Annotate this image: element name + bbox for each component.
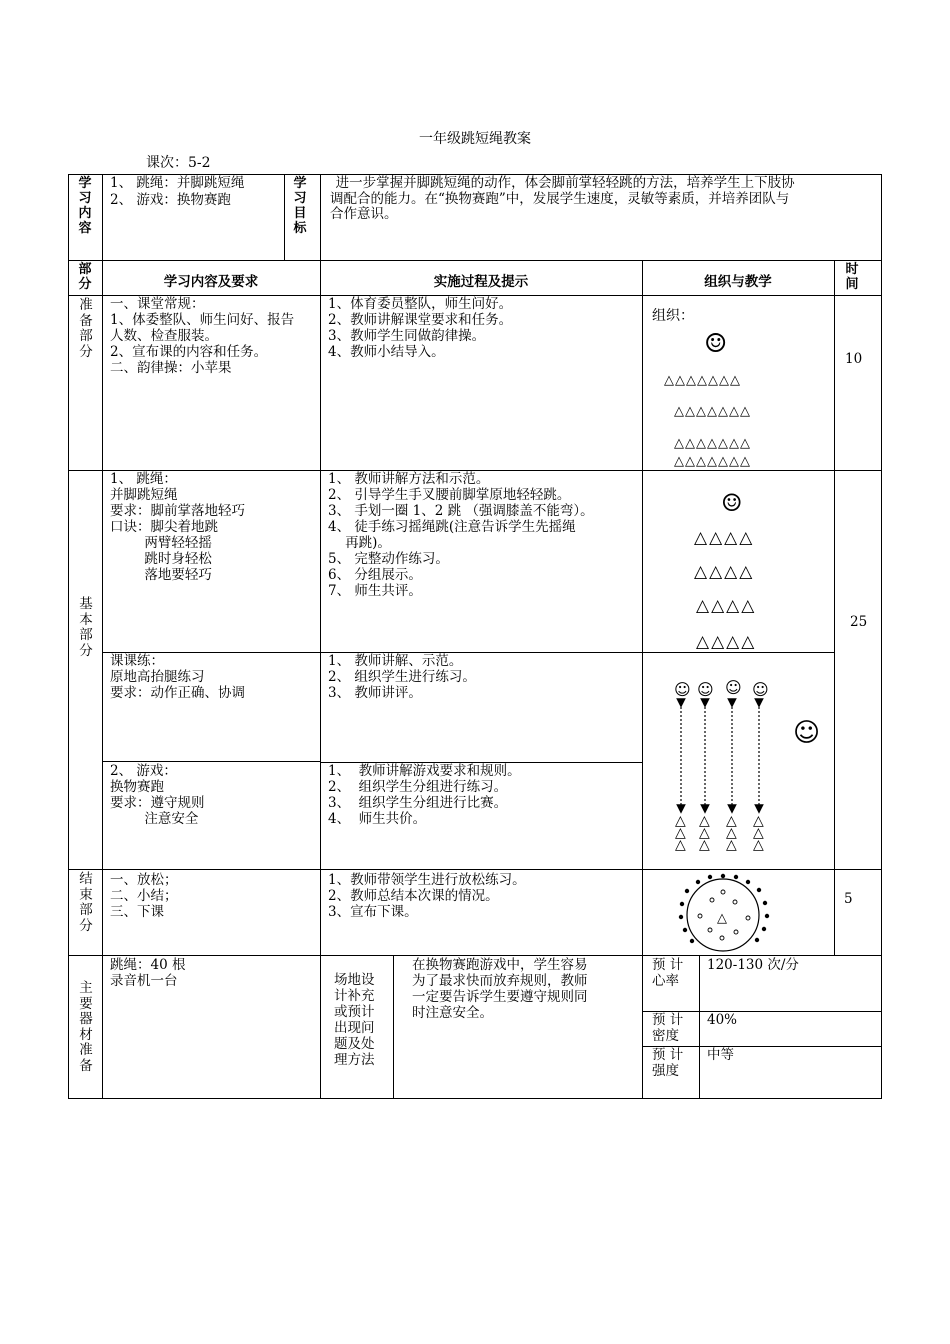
basic-label: 基 本 部 分 (79, 596, 93, 659)
goal-label: 学 习 目 标 (293, 176, 307, 236)
svg-text:△: △ (726, 825, 737, 841)
prep-process-2: 2、教师讲解课堂要求和任务。 (328, 312, 513, 328)
svg-text:△: △ (753, 825, 764, 841)
basic1-process-6: 5、 完整动作练习。 (328, 551, 449, 567)
content-line-2: 2、 游戏：换物赛跑 (110, 192, 231, 208)
basic-time: 25 (850, 614, 868, 630)
svg-text:△: △ (726, 813, 737, 829)
svg-text:△: △ (699, 837, 710, 853)
basic1-process-3: 3、 手划一圈 1、2 跳 （强调膝盖不能弯）。 (328, 503, 594, 519)
basic3-content-4: 注意安全 (110, 811, 199, 827)
basic1-process-7: 6、 分组展示。 (328, 567, 422, 583)
relay-race-diagram (643, 653, 834, 869)
basic1-content-7: 落地要轻巧 (110, 567, 212, 583)
end-process-3: 3、宣布下课。 (328, 904, 418, 920)
basic1-process-5: 再跳)。 (328, 535, 391, 551)
basic1-process-2: 2、 引导学生手叉腰前脚掌原地轻轻跳。 (328, 487, 571, 503)
cooldown-circle-diagram (670, 872, 780, 954)
teacher-smiley-icon: ☺ (704, 329, 728, 359)
end-content-2: 二、小结； (110, 888, 178, 904)
page-title: 一年级跳短绳教案 (419, 131, 531, 147)
heart-rate-value: 120-130 次/分 (707, 957, 799, 973)
basic1-content-6: 跳时身轻松 (110, 551, 212, 567)
basic3-content-1: 2、 游戏： (110, 763, 177, 779)
basic1-process-8: 7、 师生共评。 (328, 583, 422, 599)
svg-text:△: △ (717, 911, 727, 926)
plan-label-1: 场地设 (334, 972, 375, 988)
basic-triangle-row: △△△△ (696, 596, 757, 616)
density-label-1: 预 计 (652, 1012, 684, 1028)
svg-text:△: △ (726, 837, 737, 853)
prep-content-2: 1、体委整队、师生问好、报告 (110, 312, 295, 328)
prep-content-5: 二、韵律操：小苹果 (110, 360, 232, 376)
basic1-content-2: 并脚跳短绳 (110, 487, 178, 503)
plan-label-3: 或预计 (334, 1004, 375, 1020)
prep-triangle-row: △△△△△△△ (664, 373, 741, 388)
plan-label-4: 出现问 (334, 1020, 375, 1036)
svg-text:△: △ (699, 813, 710, 829)
content-label: 学 习 内 容 (78, 176, 92, 236)
header-process: 实施过程及提示 (433, 274, 529, 290)
svg-text:☺: ☺ (752, 680, 769, 699)
plan-text-2: 为了最求快而放弃规则，教师 (412, 973, 588, 989)
heart-rate-label-1: 预 计 (652, 957, 684, 973)
basic2-content-3: 要求：动作正确、协调 (110, 685, 245, 701)
goal-line-1: 进一步掌握并脚跳短绳的动作，体会脚前掌轻轻跳的方法，培养学生上下肢协 (327, 175, 795, 191)
basic3-process-4: 4、 师生共价。 (328, 811, 427, 827)
svg-text:△: △ (753, 837, 764, 853)
intensity-label-1: 预 计 (652, 1047, 684, 1063)
plan-text-1: 在换物赛跑游戏中，学生容易 (412, 957, 588, 973)
equipment-1: 跳绳：40 根 (110, 957, 186, 973)
basic-triangle-row: △△△△ (696, 632, 757, 652)
content-line-1: 1、 跳绳：并脚跳短绳 (110, 175, 245, 191)
plan-text-3: 一定要告诉学生要遵守规则同 (412, 989, 588, 1005)
basic1-content-3: 要求：脚前掌落地轻巧 (110, 503, 245, 519)
basic3-process-1: 1、 教师讲解游戏要求和规则。 (328, 763, 521, 779)
svg-text:△: △ (675, 837, 686, 853)
plan-label-2: 计补充 (334, 988, 375, 1004)
prep-org-label: 组织： (652, 308, 694, 324)
plan-label-6: 理方法 (334, 1052, 375, 1068)
prep-triangle-row: △△△△△△△ (674, 436, 751, 451)
basic3-content-3: 要求：遵守规则 (110, 795, 205, 811)
basic2-process-1: 1、 教师讲解、示范。 (328, 653, 463, 669)
basic3-process-3: 3、 组织学生分组进行比赛。 (328, 795, 508, 811)
basic-triangle-row: △△△△ (694, 528, 755, 548)
prep-time: 10 (845, 351, 863, 367)
svg-text:☺: ☺ (697, 680, 714, 699)
plan-text-4: 时注意安全。 (412, 1005, 493, 1021)
basic3-process-2: 2、 组织学生分组进行练习。 (328, 779, 508, 795)
density-value: 40% (707, 1012, 738, 1028)
teacher-smiley-icon: ☺ (721, 489, 743, 517)
end-content-3: 三、下课 (110, 904, 164, 920)
header-content: 学习内容及要求 (163, 274, 259, 290)
header-part: 部 分 (78, 262, 92, 292)
basic1-process-1: 1、 教师讲解方法和示范。 (328, 471, 490, 487)
basic2-process-2: 2、 组织学生进行练习。 (328, 669, 476, 685)
prep-triangle-row: △△△△△△△ (674, 404, 751, 419)
equipment-label: 主 要 器 材 准 备 (79, 980, 93, 1074)
intensity-label-2: 强度 (652, 1063, 679, 1079)
basic2-content-1: 课课练： (110, 653, 164, 669)
basic3-content-2: 换物赛跑 (110, 779, 164, 795)
plan-label-5: 题及处 (334, 1036, 375, 1052)
basic2-content-2: 原地高抬腿练习 (110, 669, 205, 685)
basic1-content-4: 口诀：脚尖着地跳 (110, 519, 218, 535)
lesson-number: 课次：5-2 (146, 155, 211, 171)
basic1-process-4: 4、 徒手练习摇绳跳(注意告诉学生先摇绳 (328, 519, 576, 535)
svg-text:☺: ☺ (725, 678, 742, 697)
svg-text:△: △ (753, 813, 764, 829)
goal-line-3: 合作意识。 (330, 206, 398, 222)
svg-text:△: △ (699, 825, 710, 841)
heart-rate-label-2: 心率 (652, 973, 679, 989)
svg-text:☺: ☺ (793, 718, 821, 748)
basic-triangle-row: △△△△ (694, 562, 755, 582)
end-process-1: 1、教师带领学生进行放松练习。 (328, 872, 526, 888)
prep-process-4: 4、教师小结导入。 (328, 344, 445, 360)
prep-content-3: 人数、检查服装。 (110, 328, 218, 344)
prep-triangle-row: △△△△△△△ (674, 454, 751, 469)
density-label-2: 密度 (652, 1028, 679, 1044)
basic1-content-5: 两臂轻轻摇 (110, 535, 212, 551)
svg-text:△: △ (675, 825, 686, 841)
prep-process-1: 1、体育委员整队，师生问好。 (328, 296, 513, 312)
end-time: 5 (844, 891, 853, 907)
goal-line-2: 调配合的能力。在“换物赛跑”中，发展学生速度，灵敏等素质，并培养团队与 (330, 191, 790, 207)
equipment-2: 录音机一台 (110, 973, 178, 989)
svg-text:☺: ☺ (674, 680, 691, 699)
prep-content-4: 2、宣布课的内容和任务。 (110, 344, 268, 360)
prep-content-1: 一、课堂常规： (110, 296, 205, 312)
end-process-2: 2、教师总结本次课的情况。 (328, 888, 499, 904)
end-content-1: 一、放松； (110, 872, 178, 888)
intensity-value: 中等 (707, 1047, 734, 1063)
basic1-content-1: 1、 跳绳： (110, 471, 177, 487)
header-org: 组织与教学 (704, 274, 772, 290)
prep-process-3: 3、教师学生同做韵律操。 (328, 328, 486, 344)
svg-text:△: △ (675, 813, 686, 829)
prep-label: 准 备 部 分 (79, 297, 93, 360)
basic2-process-3: 3、 教师讲评。 (328, 685, 422, 701)
header-time: 时 间 (845, 262, 859, 292)
end-label: 结 束 部 分 (79, 871, 93, 934)
